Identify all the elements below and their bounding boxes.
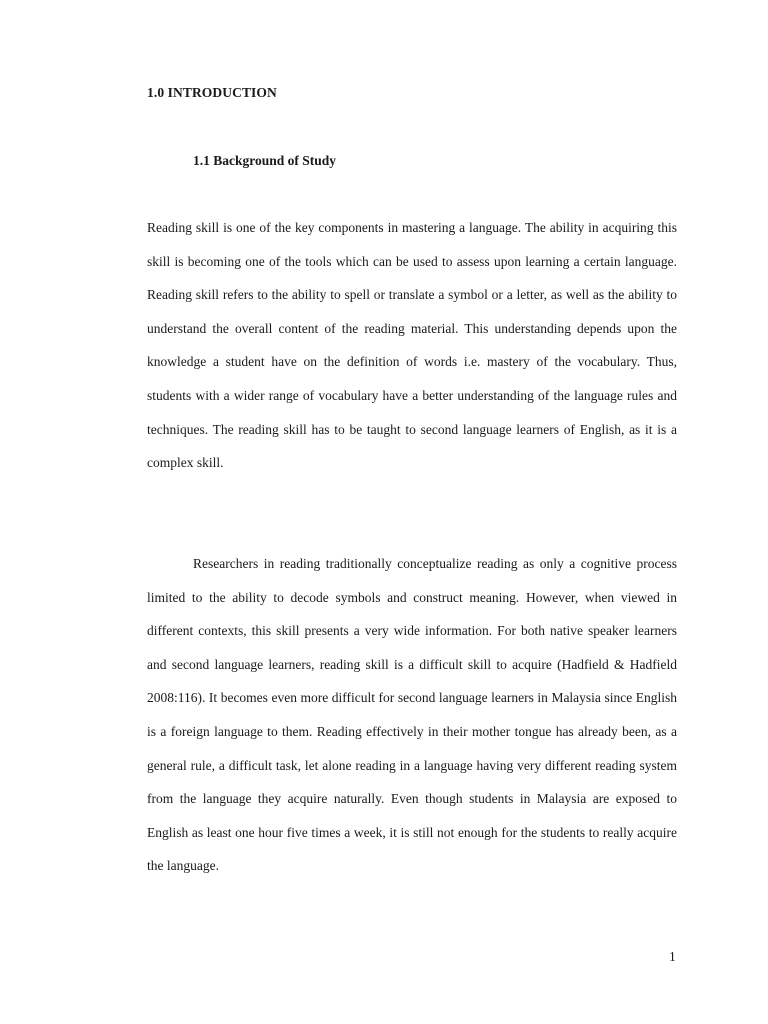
section-heading: 1.0 INTRODUCTION (147, 85, 277, 100)
paragraph: Researchers in reading traditionally conceptualize reading as only a cognitive process limited to the ability to decode symbols and construct meaning. However, when viewed in different contexts, this skill presents a very wide information. For both native speaker learners and second language learners, reading skill is a difficult skill to acquire (Hadfield & Hadfield 2008:116). It becomes even more difficult for second language learners in Malaysia since English is a foreign language to them. Reading effectively in their mother tongue has already been, as a general rule, a difficult task, let alone reading in a language having very different reading system from the language they acquire naturally. Even though students in Malaysia are exposed to English as least one hour five times a week, it is still not enough for the students to really acquire the language. (147, 556, 677, 874)
paragraph: Reading skill is one of the key components in mastering a language. The ability in acquiring this skill is becoming one of the tools which can be used to assess upon learning a certain language. Reading skill refers to the ability to spell or translate a symbol or a letter, as well as the ability to understand the overall content of the reading material. This understanding depends upon the knowledge a student have on the definition of words i.e. mastery of the vocabulary. Thus, students with a wider range of vocabulary have a better understanding of the language rules and techniques. The reading skill has to be taught to second language learners of English, as it is a complex skill. (147, 220, 677, 471)
subsection-heading: 1.1 Background of Study (193, 153, 337, 168)
page-number: 1 (669, 949, 676, 964)
